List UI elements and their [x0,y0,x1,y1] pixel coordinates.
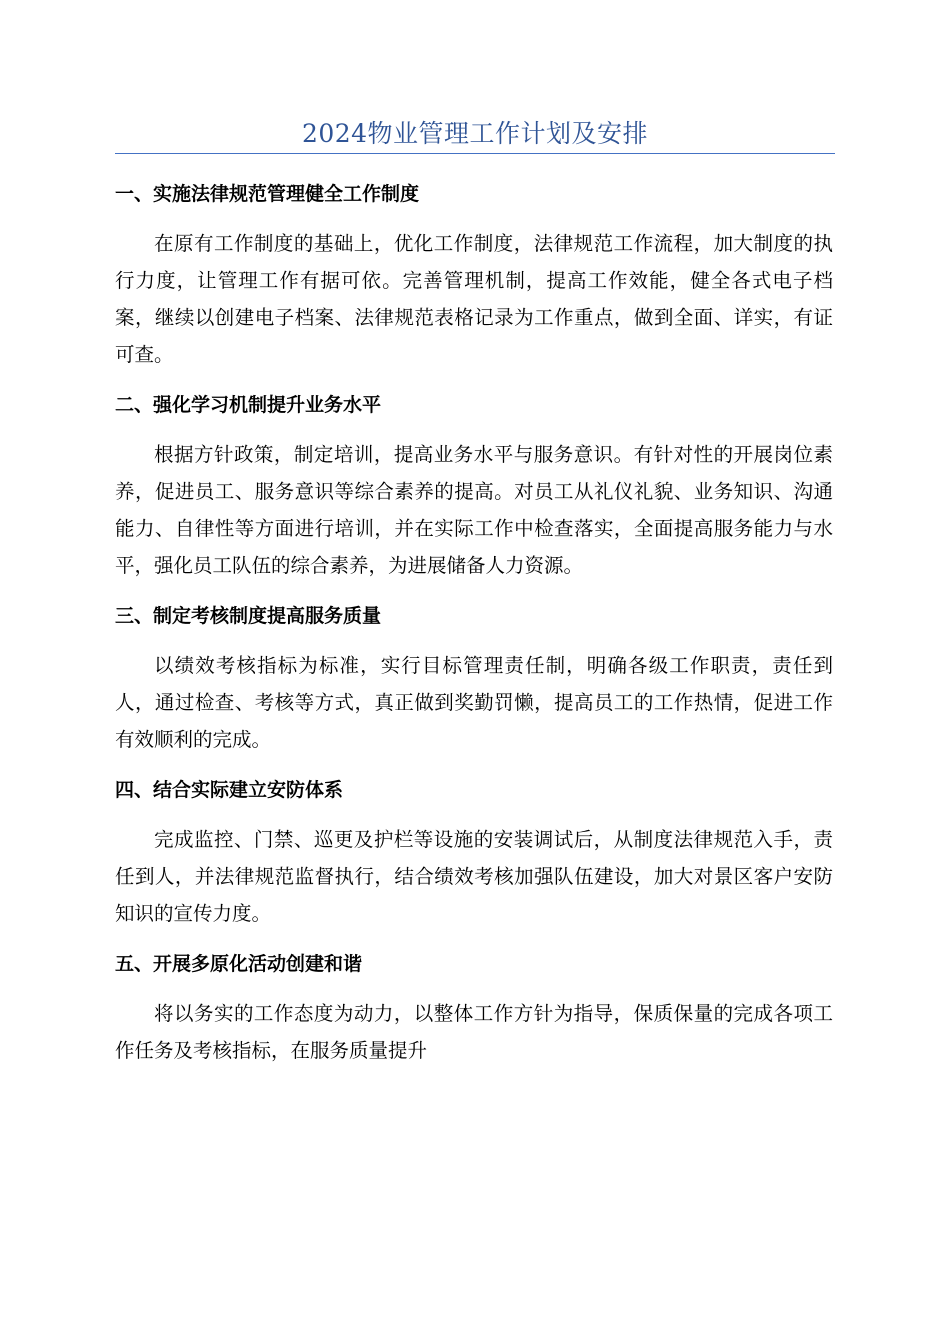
section-heading-1: 一、实施法律规范管理健全工作制度 [115,183,420,205]
document-body [115,176,833,1083]
section-paragraph-3: 以绩效考核指标为标准，实行目标管理责任制，明确各级工作职责，责任到人，通过检查、考核等方式，真正做到奖勤罚懒，提高员工的工作热情，促进工作有效顺利的完成。 [115,654,833,751]
title-underline [115,153,835,154]
section-heading-4: 四、结合实际建立安防体系 [115,779,344,801]
section-paragraph-2: 根据方针政策，制定培训，提高业务水平与服务意识。有针对性的开展岗位素养，促进员工、服务意识等综合素养的提高。对员工从礼仪礼貌、业务知识、沟通能力、自律性等方面进行培训，并在实际工作中检查落实，全面提高服务能力与水平，强化员工队伍的综合素养，为进展储备人力资源。 [115,443,833,577]
section-heading-2: 二、强化学习机制提升业务水平 [115,394,382,416]
section-paragraph-4: 完成监控、门禁、巡更及护栏等设施的安装调试后，从制度法律规范入手，责任到人，并法律规范监督执行，结合绩效考核加强队伍建设，加大对景区客户安防知识的宣传力度。 [115,828,833,925]
section-heading-5: 五、开展多原化活动创建和谐 [115,953,363,975]
document-title: 2024物业管理工作计划及安排 [301,119,649,148]
section-paragraph-5: 将以务实的工作态度为动力，以整体工作方针为指导，保质保量的完成各项工作任务及考核指标，在服务质量提升 [115,1002,833,1062]
section-heading-3: 三、制定考核制度提高服务质量 [115,605,382,627]
section-paragraph-1: 在原有工作制度的基础上，优化工作制度，法律规范工作流程，加大制度的执行力度，让管理工作有据可依。完善管理机制，提高工作效能，健全各式电子档案，继续以创建电子档案、法律规范表格记录为工作重点，做到全面、详实，有证可查。 [115,232,833,366]
